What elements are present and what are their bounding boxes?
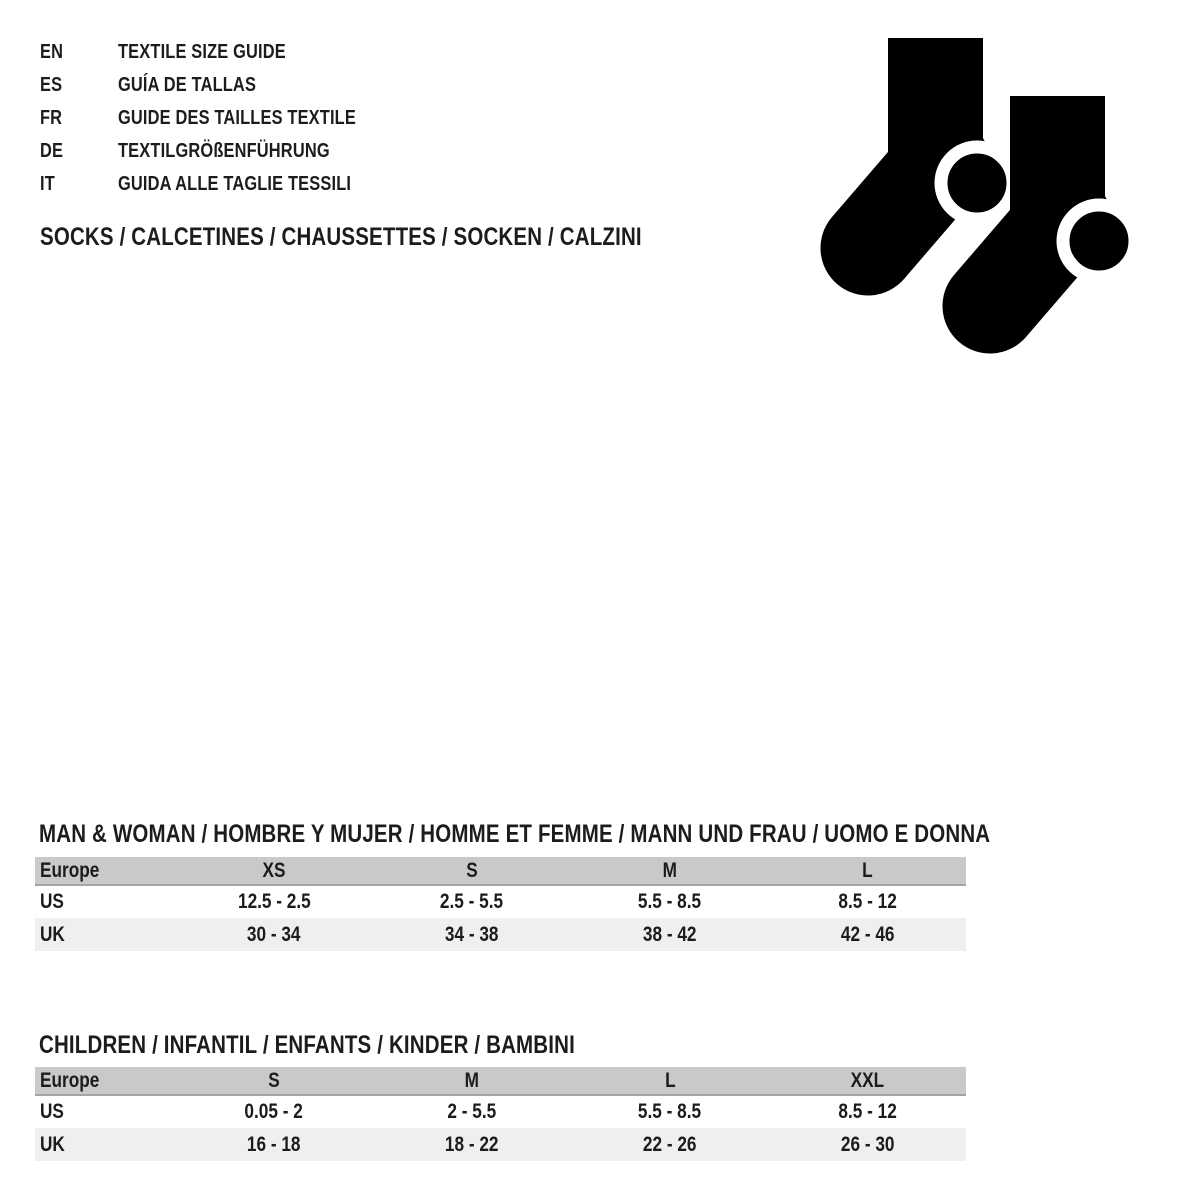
language-title-list (40, 36, 408, 201)
size-cell (373, 1095, 571, 1128)
size-table-children (35, 1067, 966, 1161)
size-cell (571, 1128, 769, 1161)
table-title-children (39, 1032, 693, 1059)
row-label (35, 1095, 175, 1128)
column-header-text: Europe (40, 858, 100, 882)
size-cell (769, 1095, 966, 1128)
size-cell (769, 1128, 966, 1161)
column-header-text: L (664, 1068, 676, 1092)
row-label (35, 918, 175, 951)
size-cell-text: 26 - 30 (840, 1132, 895, 1156)
guide-title-es: GUÍA DE TALLAS (118, 74, 257, 96)
language-row-it (40, 168, 408, 201)
column-header-size (769, 857, 966, 885)
guide-title-fr: GUIDE DES TAILLES TEXTILE (118, 107, 356, 129)
size-cell-text: 22 - 26 (643, 1132, 697, 1156)
size-cell (175, 885, 373, 918)
size-cell (769, 918, 966, 951)
size-cell-text: 34 - 38 (445, 922, 499, 946)
table-title-children-text: CHILDREN / INFANTIL / ENFANTS / KINDER / BAMBINI (39, 1031, 575, 1059)
table-title-man-woman (39, 821, 1199, 848)
size-cell-text: 2.5 - 5.5 (440, 890, 504, 913)
column-header-size (571, 857, 769, 885)
column-header-text: S (466, 858, 478, 882)
product-category-text: SOCKS / CALCETINES / CHAUSSETTES / SOCKEN / CALZINI (40, 223, 642, 251)
language-code: IT (40, 173, 55, 195)
language-code: FR (40, 107, 63, 129)
guide-title-it: GUIDA ALLE TAGLIE TESSILI (118, 173, 352, 195)
table-row-us (35, 885, 966, 918)
row-label (35, 1128, 175, 1161)
size-cell-text: 30 - 34 (247, 922, 301, 946)
sock-left (868, 38, 1013, 248)
size-cell-text: 16 - 18 (247, 1132, 301, 1156)
size-table-man-woman (35, 857, 966, 951)
column-header-text: L (862, 858, 873, 882)
product-category-title (40, 224, 774, 250)
language-code: ES (40, 74, 63, 96)
size-cell-text: 5.5 - 8.5 (638, 890, 702, 913)
column-header-region (35, 857, 175, 885)
size-cell (175, 1095, 373, 1128)
column-header-text: Europe (40, 1068, 100, 1092)
row-label-text: UK (40, 1132, 65, 1156)
language-code: EN (40, 41, 64, 63)
row-label (35, 885, 175, 918)
language-row-de (40, 135, 408, 168)
row-label-text: US (40, 1100, 64, 1123)
column-header-size (373, 857, 571, 885)
table-header-row (35, 1067, 966, 1095)
size-cell (571, 918, 769, 951)
size-cell-text: 5.5 - 8.5 (638, 1100, 702, 1123)
socks-icon (795, 15, 1131, 375)
size-cell-text: 2 - 5.5 (447, 1100, 497, 1123)
column-header-region (35, 1067, 175, 1095)
column-header-size (571, 1067, 769, 1095)
table-row-uk (35, 1128, 966, 1161)
size-cell (373, 1128, 571, 1161)
size-cell-text: 8.5 - 12 (838, 890, 897, 913)
language-row-es (40, 69, 408, 102)
size-cell-text: 18 - 22 (445, 1132, 499, 1156)
table-title-man-woman-text: MAN & WOMAN / HOMBRE Y MUJER / HOMME ET FEMME / MANN UND FRAU / UOMO E DONNA (39, 820, 991, 848)
size-cell (373, 918, 571, 951)
table-row-uk (35, 918, 966, 951)
language-row-fr (40, 102, 408, 135)
size-cell-text: 8.5 - 12 (838, 1100, 897, 1123)
column-header-size (175, 857, 373, 885)
table-header-row (35, 857, 966, 885)
guide-title-de: TEXTILGRÖßENFÜHRUNG (118, 140, 330, 162)
guide-title-en: TEXTILE SIZE GUIDE (118, 41, 286, 63)
size-cell-text: 12.5 - 2.5 (237, 890, 311, 913)
size-cell-text: 38 - 42 (643, 922, 697, 946)
size-cell (769, 885, 966, 918)
size-cell-text: 42 - 46 (840, 922, 895, 946)
size-cell (373, 885, 571, 918)
language-row-en (40, 36, 408, 69)
column-header-text: M (662, 858, 678, 882)
column-header-text: XS (262, 858, 286, 882)
size-cell (175, 918, 373, 951)
sock-right (990, 96, 1131, 306)
column-header-size (373, 1067, 571, 1095)
column-header-text: M (464, 1068, 480, 1092)
column-header-text: S (268, 1068, 280, 1092)
column-header-size (769, 1067, 966, 1095)
column-header-size (175, 1067, 373, 1095)
language-code: DE (40, 140, 64, 162)
column-header-text: XXL (850, 1068, 885, 1092)
size-cell (571, 885, 769, 918)
table-row-us (35, 1095, 966, 1128)
size-cell (571, 1095, 769, 1128)
row-label-text: US (40, 890, 64, 913)
size-cell (175, 1128, 373, 1161)
size-cell-text: 0.05 - 2 (244, 1100, 304, 1123)
row-label-text: UK (40, 922, 65, 946)
